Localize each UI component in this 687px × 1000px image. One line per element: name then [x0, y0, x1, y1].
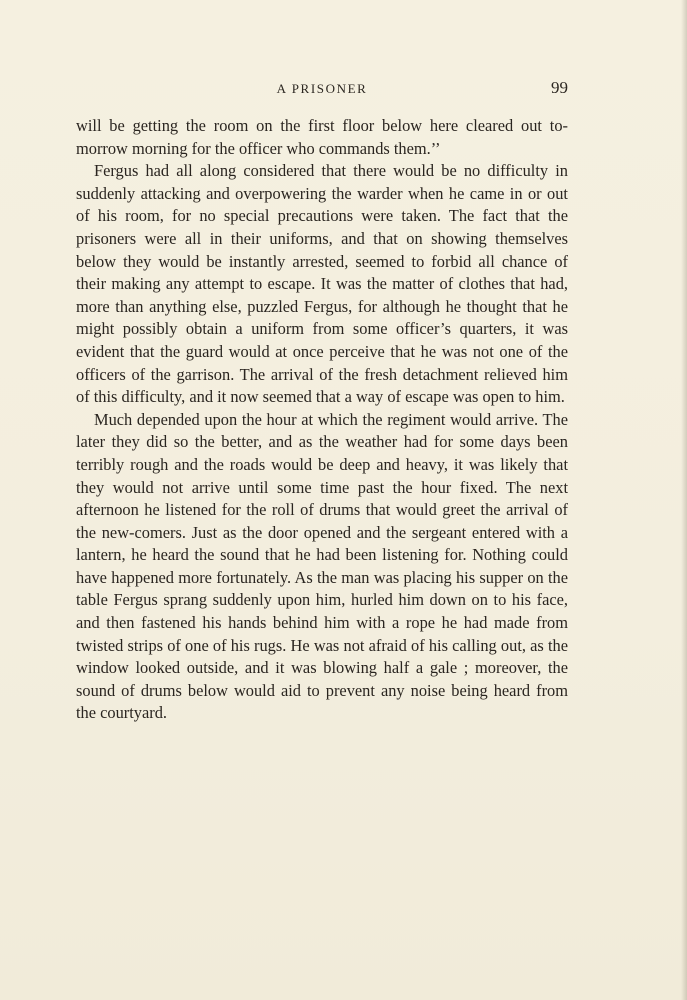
paragraph: Much depended upon the hour at which the regiment would arrive. The later they did so the better, and as the weather had for some days been terribly rough and the roads would be deep and heavy, it was likely that they would not arrive until some time past the hour fixed. The next afternoon he listened for the roll of drums that would greet the arrival of the new-comers. Just as the door opened and the sergeant entered with a lantern, he heard the sound that he had been listening for. Nothing could have happened more fortunately. As the man was placing his supper on the table Fergus sprang suddenly upon him, hurled him down on to his face, and then fastened his hands behind him with a rope he had made from twisted strips of one of his rugs. He was not afraid of his calling out, as the window looked outside, and it was blowing half a gale ; moreover, the sound of drums below would aid to prevent any noise being heard from the courtyard.	[76, 409, 568, 723]
page-number: 99	[551, 78, 568, 97]
page-header	[76, 78, 568, 102]
paragraph-continued: will be getting the room on the first floor below here cleared out to-morrow morning for the officer who commands them.’’	[76, 116, 568, 158]
body-text	[76, 115, 568, 725]
page-edge-shadow	[681, 0, 687, 1000]
paragraph: Fergus had all along considered that there would be no difficulty in suddenly attacking and overpowering the warder when he came in or out of his room, for no special precautions were taken. The fact that the prisoners were all in their uniforms, and that on showing themselves below they would be instantly arrested, seemed to forbid all chance of their making any attempt to escape. It was the matter of clothes that had, more than anything else, puzzled Fergus, for although he thought that he might possibly obtain a uniform from some officer’s quarters, it was evident that the guard would at once perceive that he was not one of the officers of the garrison. The arrival of the fresh detachment relieved him of this difficulty, and it now seemed that a way of escape was open to him.	[76, 161, 568, 407]
running-head: A PRISONER	[276, 81, 368, 96]
